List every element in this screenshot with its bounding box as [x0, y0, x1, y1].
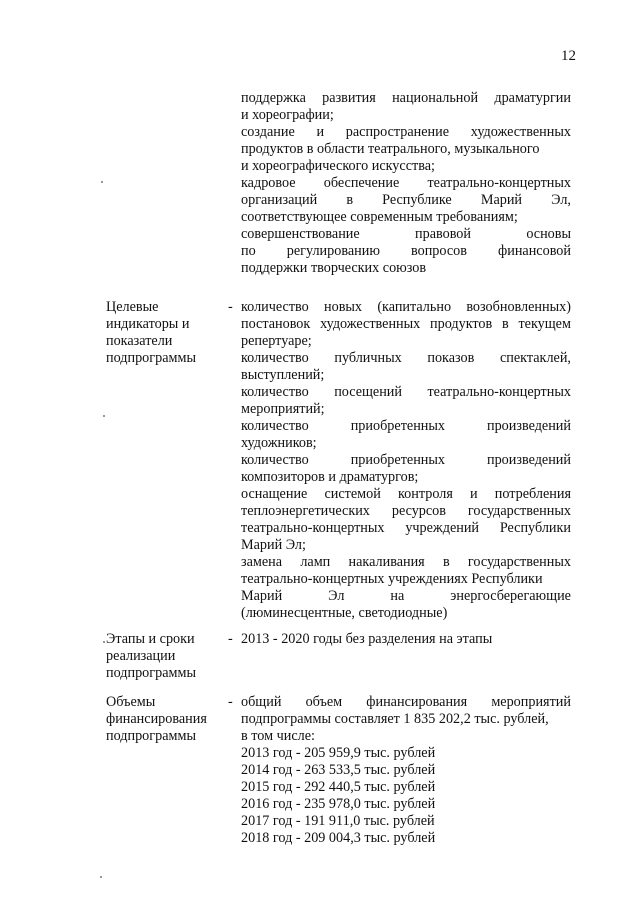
word: совершенствование — [241, 226, 360, 242]
word: (капитально — [377, 299, 452, 315]
word: мероприятий; — [241, 401, 325, 417]
text-line — [241, 243, 571, 260]
word: накаливания — [348, 554, 425, 570]
text-line — [241, 520, 571, 537]
word: Эл — [328, 588, 345, 604]
word: организаций — [241, 192, 318, 208]
section-label-line: индикаторы и — [106, 316, 190, 332]
word: и — [470, 486, 478, 502]
scan-speck — [101, 181, 103, 183]
scan-speck — [100, 876, 102, 878]
text-line — [241, 124, 571, 141]
word: количество — [241, 350, 309, 366]
word: композиторов и драматургов; — [241, 469, 419, 485]
word: замена — [241, 554, 283, 570]
text-line — [241, 537, 306, 554]
word: драматургии — [494, 90, 571, 106]
word: выступлений; — [241, 367, 325, 383]
text-line — [241, 141, 539, 158]
word: количество — [241, 452, 309, 468]
word: текущем — [518, 316, 571, 332]
text-line — [241, 728, 315, 745]
text-line — [241, 209, 518, 226]
word: ламп — [300, 554, 331, 570]
word: по — [241, 243, 256, 259]
word: театрально-концертных учреждениях Республики — [241, 571, 543, 587]
word: подпрограммы составляет 1 835 202,2 тыс. рублей, — [241, 711, 549, 727]
word: репертуаре; — [241, 333, 312, 349]
word: развития — [322, 90, 376, 106]
word: финансирования — [366, 694, 468, 710]
word: количество — [241, 384, 309, 400]
word: оснащение — [241, 486, 308, 502]
word: поддержка — [241, 90, 306, 106]
text-line — [241, 779, 435, 796]
word: театрально-концертных — [427, 175, 571, 191]
text-line — [241, 469, 418, 486]
text-line — [241, 260, 426, 277]
word: приобретенных — [350, 418, 446, 434]
word: Марий Эл; — [241, 537, 306, 553]
word: Республике — [382, 192, 452, 208]
section-label-line: реализации — [106, 648, 176, 664]
text-line — [241, 588, 571, 605]
text-line — [241, 452, 571, 469]
word: системой — [324, 486, 381, 502]
word: государственных — [467, 554, 571, 570]
text-line — [241, 192, 571, 209]
word: Республики — [499, 520, 571, 536]
word: публичных — [334, 350, 402, 366]
word: возобновленных) — [466, 299, 571, 315]
text-line — [241, 711, 549, 728]
text-line — [241, 367, 324, 384]
text-line — [241, 435, 317, 452]
word: постановок — [241, 316, 311, 332]
word: театрально-концертных — [241, 520, 385, 536]
section-label-line: подпрограммы — [106, 728, 196, 744]
text-line — [241, 175, 571, 192]
word: продуктов в области театрального, музыкального — [241, 141, 540, 157]
text-line — [241, 694, 571, 711]
word: продуктов — [430, 316, 493, 332]
word: спектаклей, — [499, 350, 571, 366]
word: и хореографического искусства; — [241, 158, 435, 174]
section-label-line: Объемы — [106, 694, 156, 710]
word: основы — [526, 226, 571, 242]
word: общий — [241, 694, 282, 710]
word: мероприятий — [491, 694, 571, 710]
word: на — [390, 588, 405, 604]
text-line — [241, 384, 571, 401]
word: в том числе: — [241, 728, 315, 744]
word: художественных — [320, 316, 421, 332]
word: вопросов — [411, 243, 467, 259]
word: произведений — [487, 452, 571, 468]
text-line — [241, 571, 543, 588]
word: в — [502, 316, 509, 332]
text-line — [241, 554, 571, 571]
word: соответствующее современным требованиям; — [241, 209, 518, 225]
word: художественных — [470, 124, 571, 140]
word: количество — [241, 299, 309, 315]
text-line — [241, 813, 435, 830]
text-line — [241, 418, 571, 435]
text-line — [241, 401, 325, 418]
word: учреждений — [405, 520, 480, 536]
word: энергосберегающие — [450, 588, 571, 604]
word: финансовой — [498, 243, 571, 259]
word: теплоэнергетических — [241, 503, 370, 519]
text-line — [241, 486, 571, 503]
word: (люминесцентные, светодиодные) — [241, 605, 448, 621]
word: распространение — [345, 124, 450, 140]
word: государственных — [467, 503, 571, 519]
word: кадровое — [241, 175, 296, 191]
text-line — [241, 631, 492, 648]
word: 2018 год - 209 004,3 тыс. рублей — [241, 830, 436, 846]
page-number: 12 — [561, 48, 576, 64]
word: показов — [427, 350, 475, 366]
scan-speck — [103, 415, 105, 417]
text-line — [241, 745, 435, 762]
word: 2015 год - 292 440,5 тыс. рублей — [241, 779, 436, 795]
text-line — [241, 350, 571, 367]
word: и — [316, 124, 325, 140]
section-label-line: финансирования — [106, 711, 207, 727]
section-label-line: Этапы и сроки — [106, 631, 195, 647]
word: посещений — [334, 384, 402, 400]
text-line — [241, 299, 571, 316]
word: ресурсов — [391, 503, 446, 519]
indicators-dash: - — [228, 299, 233, 315]
section-label-line: подпрограммы — [106, 350, 196, 366]
word: контроля — [398, 486, 453, 502]
funding-dash: - — [228, 694, 233, 710]
word: театрально-концертных — [427, 384, 571, 400]
text-line — [241, 762, 435, 779]
section-label-line: подпрограммы — [106, 665, 196, 681]
stages-dash: - — [228, 631, 233, 647]
word: 2017 год - 191 911,0 тыс. рублей — [241, 813, 435, 829]
word: в — [346, 192, 354, 208]
text-line — [241, 503, 571, 520]
text-line — [241, 796, 435, 813]
text-line — [241, 605, 447, 622]
text-line — [241, 333, 312, 350]
word: объем — [305, 694, 343, 710]
word: национальной — [392, 90, 479, 106]
word: 2014 год - 263 533,5 тыс. рублей — [241, 762, 436, 778]
section-label-line: показатели — [106, 333, 173, 349]
text-line — [241, 830, 435, 847]
text-line — [241, 226, 571, 243]
word: потребления — [494, 486, 571, 502]
scan-speck — [103, 641, 105, 643]
word: Марий — [480, 192, 523, 208]
text-line — [241, 158, 435, 175]
word: художников; — [241, 435, 317, 451]
word: 2016 год - 235 978,0 тыс. рублей — [241, 796, 436, 812]
word: создание — [241, 124, 295, 140]
section-label-line: Целевые — [106, 299, 159, 315]
word: количество — [241, 418, 309, 434]
word: и хореографии; — [241, 107, 334, 123]
word: новых — [324, 299, 363, 315]
word: поддержки творческих союзов — [241, 260, 427, 276]
word: Марий — [241, 588, 283, 604]
word: 2013 - 2020 годы без разделения на этапы — [241, 631, 493, 647]
text-line — [241, 107, 334, 124]
word: правовой — [415, 226, 471, 242]
word: Эл, — [551, 192, 571, 208]
word: 2013 год - 205 959,9 тыс. рублей — [241, 745, 436, 761]
text-line — [241, 90, 571, 107]
text-line — [241, 316, 571, 333]
word: обеспечение — [323, 175, 400, 191]
word: произведений — [487, 418, 571, 434]
word: приобретенных — [350, 452, 446, 468]
word: регулированию — [286, 243, 380, 259]
word: в — [442, 554, 450, 570]
